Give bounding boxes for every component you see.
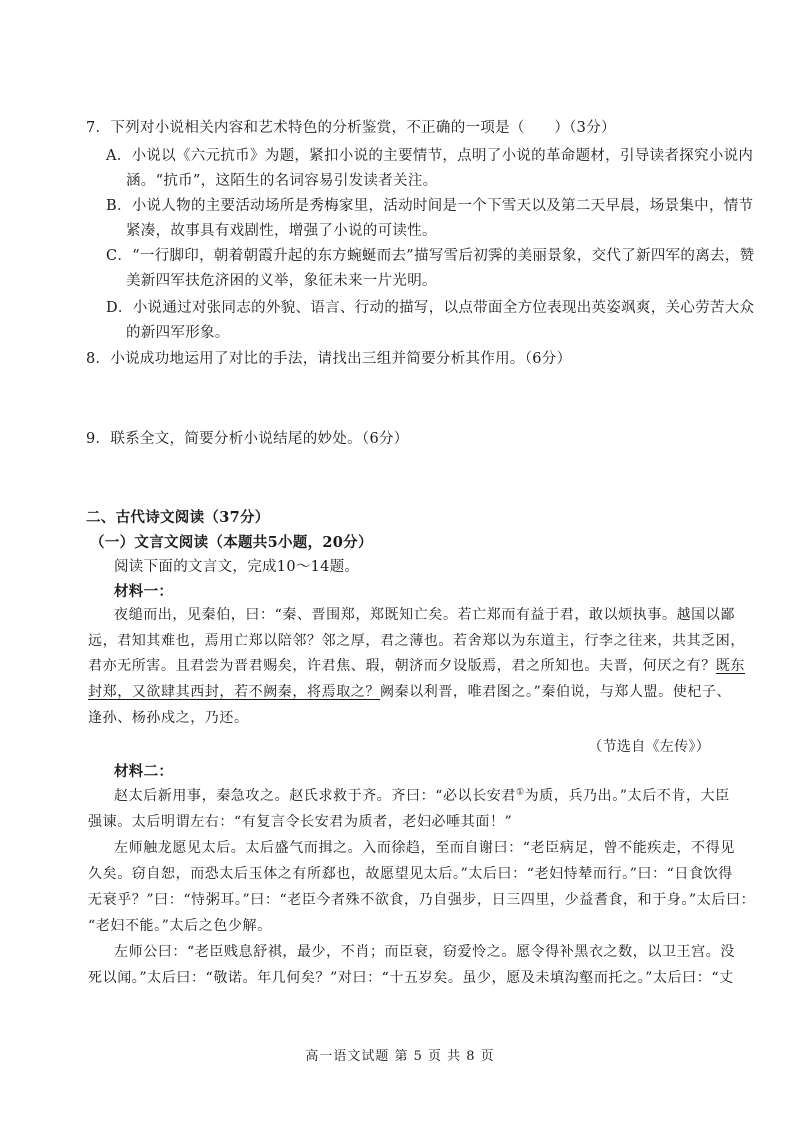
underlined-sentence-part2: 封郑，又欲肆其西封，若不阙秦，将焉取之？	[88, 684, 380, 700]
q7-option-d-line1: D．小说通过对张同志的外貌、语言、行动的描写，以点带面全方位表现出英姿飒爽，关心劳苦大众	[106, 300, 755, 316]
material-2-text: 赵太后新用事，秦急攻之。赵氏求救于齐。齐曰：“必以长安君	[114, 788, 516, 804]
reading-instruction: 阅读下面的文言文，完成10～14题。	[114, 559, 360, 575]
q7-option-b-line1: B．小说人物的主要活动场所是秀梅家里，活动时间是一个下雪天以及第二天早晨，场景集中，情节	[106, 198, 754, 214]
material-1-text: 君亦无所害。且君尝为晋君赐矣，许君焦、瑕，朝济而夕设版焉，君之所知也。夫晋，何厌之有？	[88, 658, 716, 674]
footnote-marker: ①	[515, 787, 525, 798]
q7-option-a-line2: 涵。“抗币”，这陌生的名词容易引发读者关注。	[126, 173, 438, 189]
material-2-text: 为质，兵乃出。”太后不肯，大臣	[524, 788, 730, 804]
material-2-line	[114, 786, 730, 806]
material-1-line	[88, 656, 745, 676]
material-2-line: “老妇不能。”太后之色少解。	[88, 918, 272, 934]
material-2-line: 无衰乎？”曰：“恃粥耳。”曰：“老臣今者殊不欲食，乃自强步，日三四里，少益耆食，和于身。”太后曰：	[88, 892, 756, 908]
page-footer: 高一语文试题 第 5 页 共 8 页	[305, 1049, 495, 1064]
material-2-line: 死以闻。”太后曰：“敬诺。年几何矣？”对曰：“十五岁矣。虽少，愿及未填沟壑而托之。”太后曰：“丈	[88, 970, 734, 986]
material-1-source: （节选自《左传》）	[588, 739, 710, 755]
material-1-label: 材料一：	[114, 583, 174, 600]
subsection-title: （一）文言文阅读（本题共5小题，20分）	[90, 534, 373, 551]
q9-stem: 9．联系全文，简要分析小说结尾的妙处。（6分）	[86, 431, 409, 447]
q7-option-c-line1: C．“一行脚印，朝着朝霞升起的东方蜿蜒而去”描写雪后初霁的美丽景象，交代了新四军的离去，赞	[106, 248, 755, 264]
underlined-sentence-part1: 既东	[715, 658, 746, 674]
q7-option-d-line2: 的新四军形象。	[126, 325, 230, 341]
q7-option-b-line2: 紧凑，故事具有戏剧性，增强了小说的可读性。	[126, 223, 437, 239]
material-1-line	[88, 682, 731, 702]
q7-stem: 7．下列对小说相关内容和艺术特色的分析鉴赏，不正确的一项是（ ）（3分）	[86, 120, 616, 136]
q8-stem: 8．小说成功地运用了对比的手法，请找出三组并简要分析其作用。（6分）	[86, 351, 572, 367]
material-2-line: 强谏。太后明谓左右：“有复言令长安君为质者，老妇必唾其面！”	[88, 814, 513, 830]
q7-option-c-line2: 美新四军扶危济困的义举，象征未来一片光明。	[126, 273, 437, 289]
material-1-line: 夜缒而出，见秦伯，曰：“秦、晋围郑，郑既知亡矣。若亡郑而有益于君，敢以烦执事。越国以鄙	[114, 607, 735, 623]
section-title: 二、古代诗文阅读（37分）	[86, 509, 270, 526]
q7-option-a-line1: A．小说以《六元抗币》为题，紧扣小说的主要情节，点明了小说的革命题材，引导读者探究小说内	[106, 148, 754, 164]
material-2-line: 左师触龙愿见太后。太后盛气而揖之。入而徐趋，至而自谢曰：“老臣病足，曾不能疾走，不得见	[114, 840, 735, 856]
material-2-line: 久矣。窃自恕，而恐太后玉体之有所郄也，故愿望见太后。”太后曰：“老妇恃辇而行。”曰：“日食饮得	[88, 866, 733, 882]
material-2-line: 左师公曰：“老臣贱息舒祺，最少，不肖；而臣衰，窃爱怜之。愿令得补黑衣之数，以卫王宫。没	[114, 944, 735, 960]
material-1-line: 远，君知其难也，焉用亡郑以陪邻？邻之厚，君之薄也。若舍郑以为东道主，行李之往来，共其乏困，	[88, 633, 745, 649]
material-2-label: 材料二：	[114, 763, 174, 780]
material-1-line: 逢孙、杨孙戍之，乃还。	[88, 710, 249, 726]
material-1-text: 阙秦以利晋，唯君图之。”秦伯说，与郑人盟。使杞子、	[380, 684, 732, 700]
